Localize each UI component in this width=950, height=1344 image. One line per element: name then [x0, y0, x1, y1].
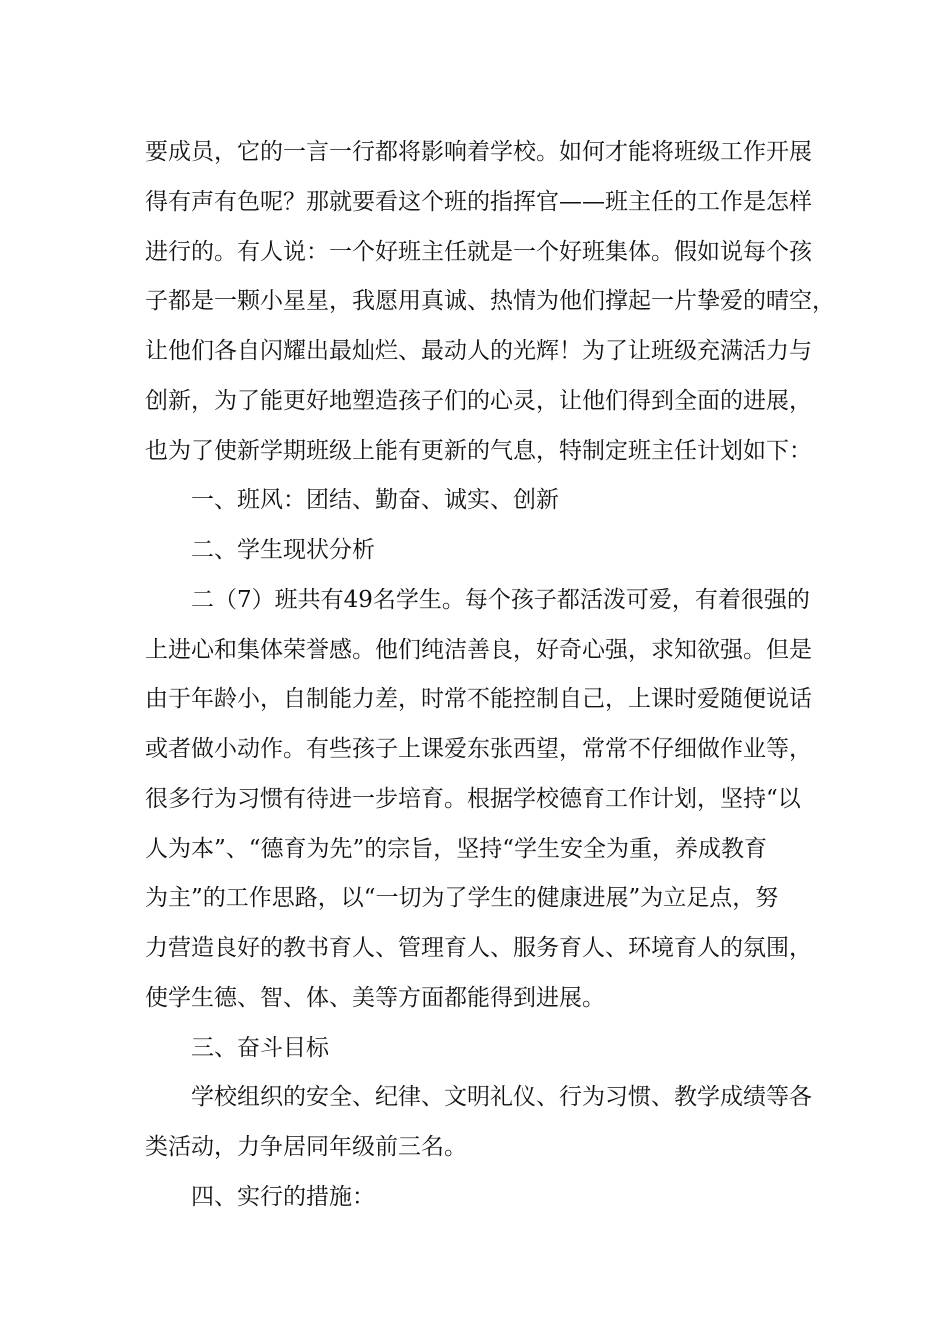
section-heading-goals: 三、奋斗目标: [191, 1035, 329, 1061]
section-heading-student-analysis: 二、学生现状分析: [191, 537, 375, 563]
text-line: 进行的。有人说：一个好班主任就是一个好班集体。假如说每个孩: [145, 239, 812, 265]
text-line: 上进心和集体荣誉感。他们纯洁善良，好奇心强，求知欲强。但是: [145, 637, 812, 663]
text-line: 得有声有色呢？那就要看这个班的指挥官——班主任的工作是怎样: [145, 189, 812, 215]
text-line: 使学生德、智、体、美等方面都能得到进展。: [145, 985, 605, 1011]
section-heading-class-style: 一、班风：团结、勤奋、诚实、创新: [191, 487, 559, 513]
text-line: 人为本”、“德育为先”的宗旨，坚持“学生安全为重，养成教育: [145, 836, 768, 862]
text-line: 让他们各自闪耀出最灿烂、最动人的光辉！为了让班级充满活力与: [145, 338, 812, 364]
text-line: 要成员，它的一言一行都将影响着学校。如何才能将班级工作开展: [145, 139, 812, 165]
text-line: 也为了使新学期班级上能有更新的气息，特制定班主任计划如下：: [145, 438, 812, 464]
text-line: 力营造良好的教书育人、管理育人、服务育人、环境育人的氛围，: [145, 935, 812, 961]
text-line: 创新，为了能更好地塑造孩子们的心灵，让他们得到全面的进展，: [145, 388, 812, 414]
section-heading-measures: 四、实行的措施：: [191, 1184, 375, 1210]
text-line: 为主”的工作思路，以“一切为了学生的健康进展”为立足点，努: [145, 885, 779, 911]
text-line: 类活动，力争居同年级前三名。: [145, 1134, 467, 1160]
text-line: 由于年龄小，自制能力差，时常不能控制自己，上课时爱随便说话: [145, 686, 812, 712]
text-line: 或者做小动作。有些孩子上课爱东张西望，常常不仔细做作业等，: [145, 736, 812, 762]
paragraph-first-line: 学校组织的安全、纪律、文明礼仪、行为习惯、教学成绩等各: [191, 1084, 812, 1110]
text-line: 子都是一颗小星星，我愿用真诚、热情为他们撑起一片挚爱的晴空，: [145, 288, 835, 314]
text-line: 很多行为习惯有待进一步培育。根据学校德育工作计划，坚持“以: [145, 786, 801, 812]
paragraph-first-line: 二（7）班共有49名学生。每个孩子都活泼可爱，有着很强的: [191, 587, 810, 613]
